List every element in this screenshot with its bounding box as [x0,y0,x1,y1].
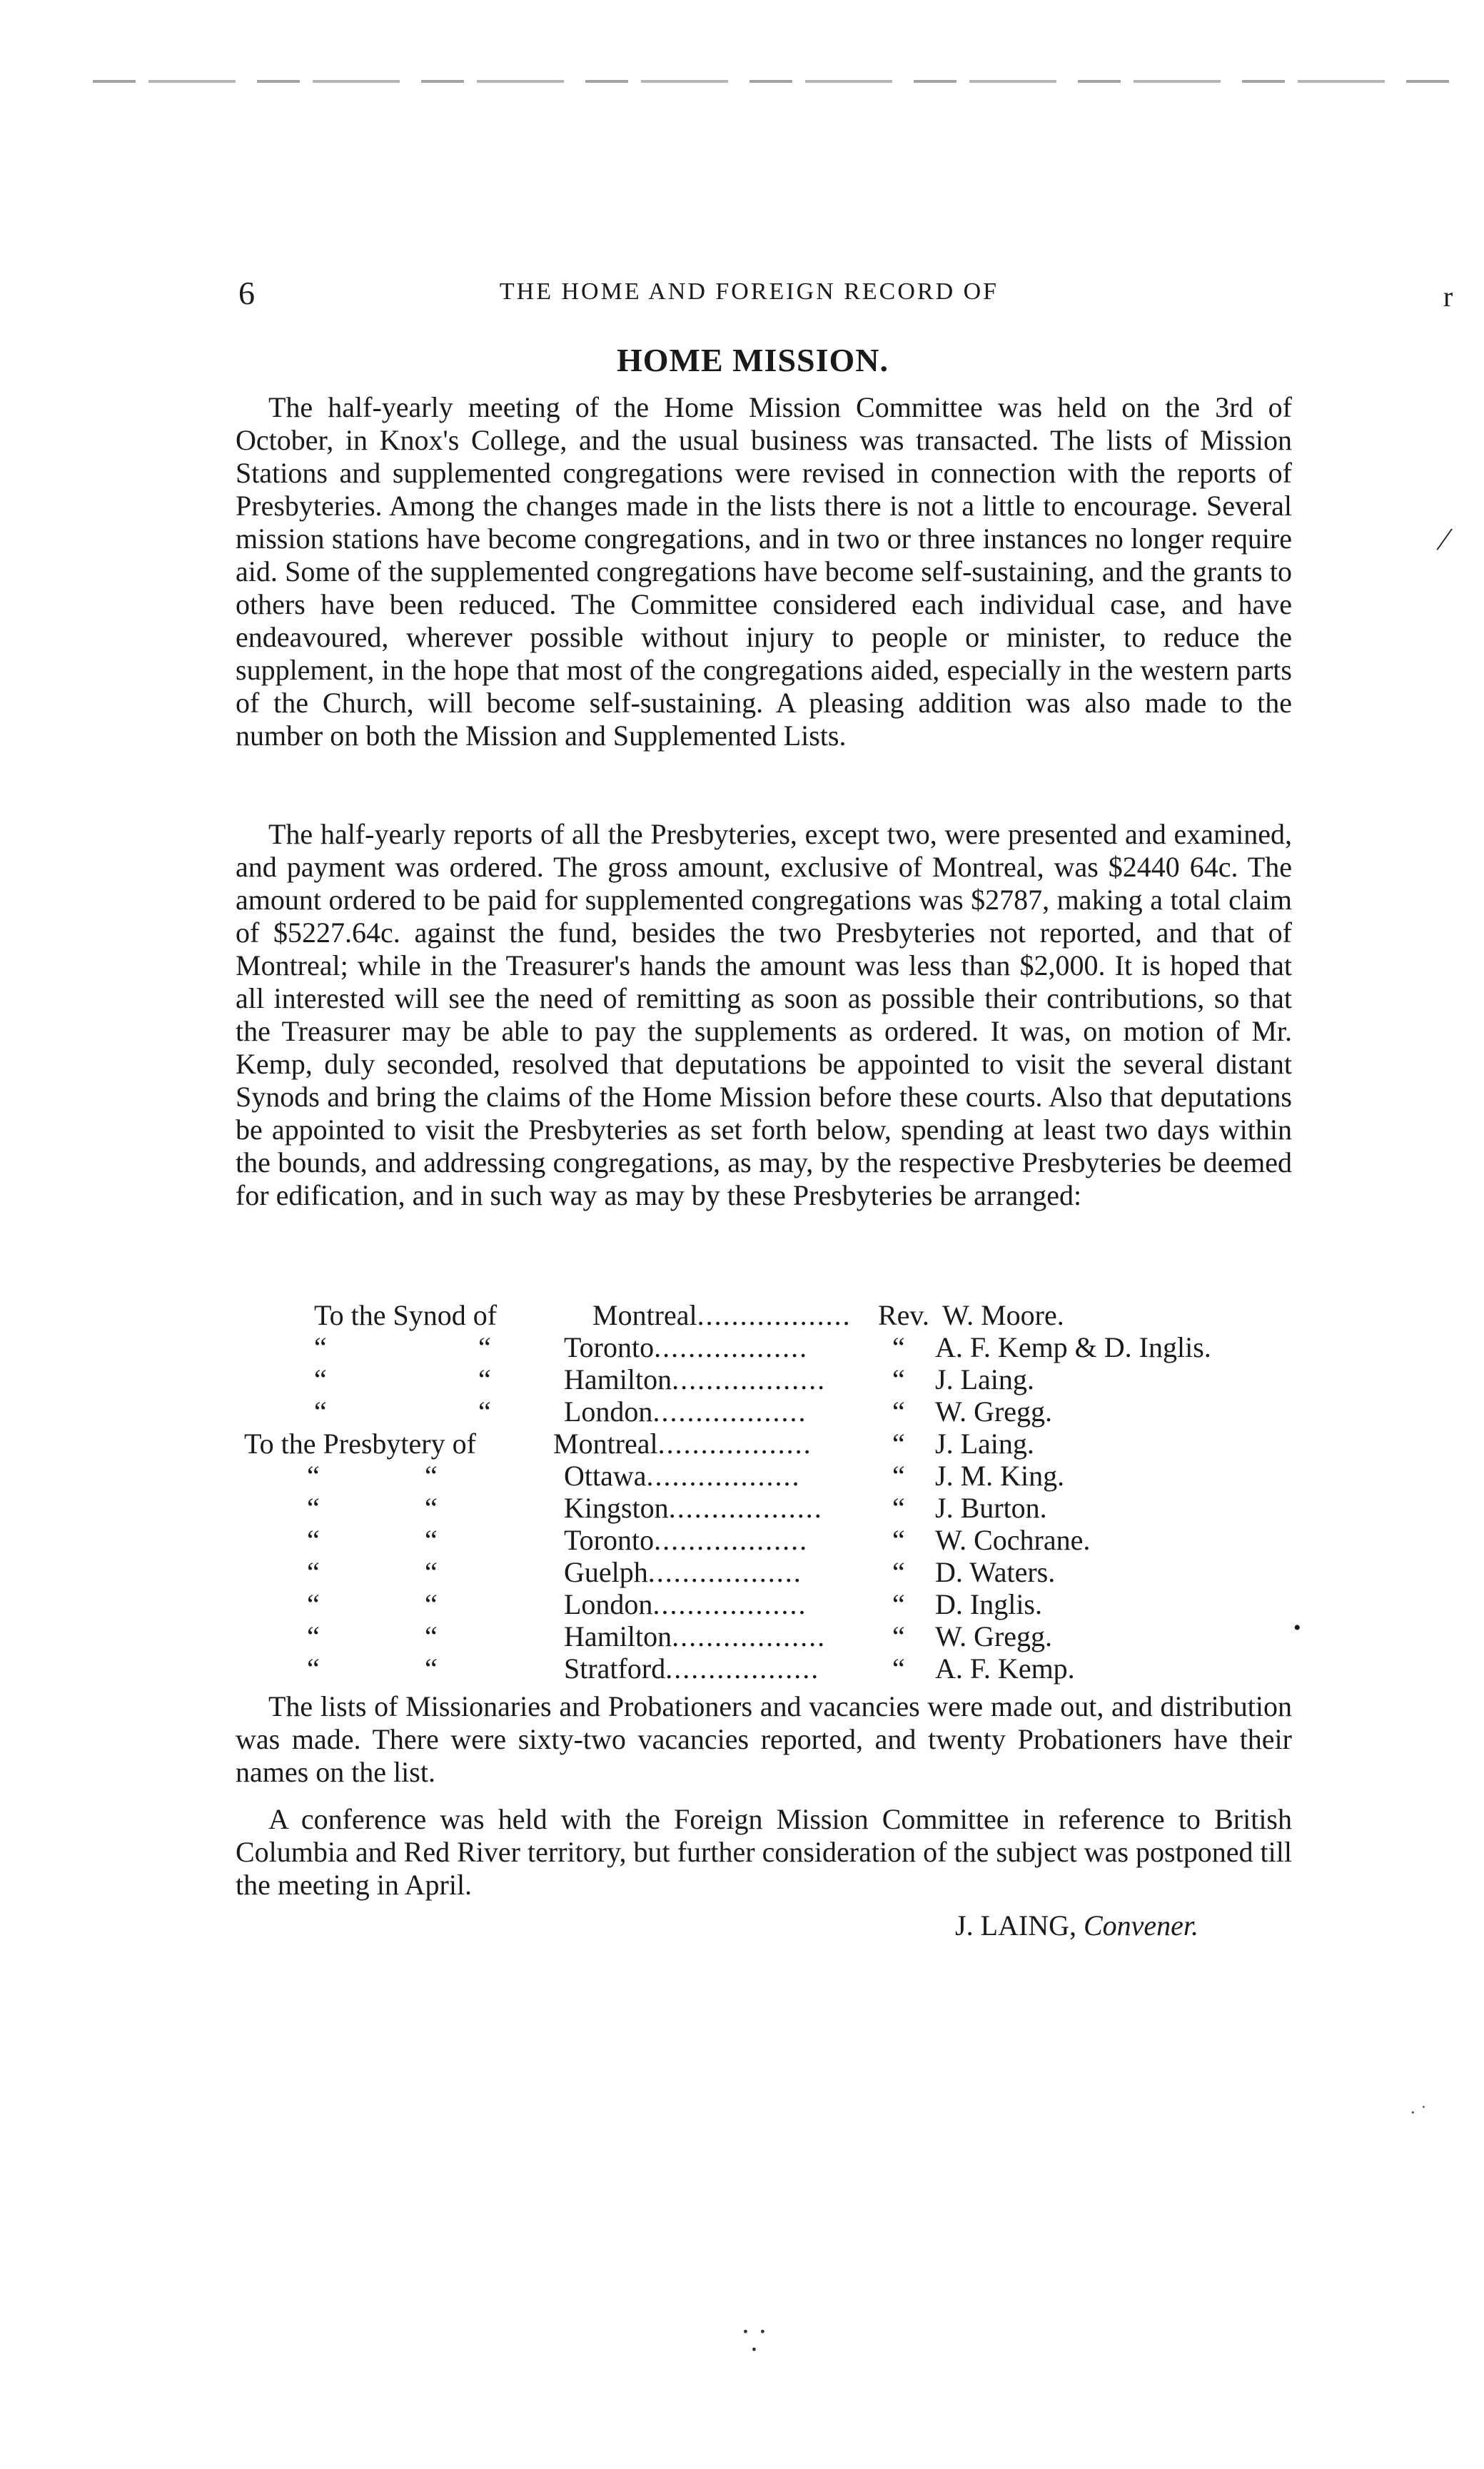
place-cell: Montreal.................. [553,1428,812,1460]
table-row [236,1363,1306,1395]
place-cell: Kingston.................. [564,1492,823,1524]
ditto-mark: “ [892,1620,905,1652]
ditto-mark: “ [314,1395,327,1428]
paragraph-4 [236,1803,1292,1902]
ditto-mark: “ [892,1492,905,1524]
table-row [236,1620,1306,1652]
synod-heading: To the Synod of [314,1299,498,1331]
name-cell: J. Laing. [935,1428,1034,1460]
place-cell: Ottawa.................. [564,1460,801,1492]
table-row [236,1524,1306,1556]
paragraph-2 [236,818,1292,1212]
signature-name: J. LAING, [955,1909,1076,1942]
paragraph-text: The half-yearly meeting of the Home Mission Committee was held on the 3rd of October, in Knox's College, and the usual business was transacted. The lists of Mission Stations and supplemented congregations were revised in connection with the reports of Presbyteries. Among the changes made in the lists there is not a little to encourage. Several mission stations have become congregations, and in two or three instances no longer require aid. Some of the supplemented congregations have become self-sustaining, and the grants to others have been reduced. The Committee considered each individual case, and have endeavoured, wherever possible without injury to people or minister, to reduce the supplement, in the hope that most of the congregations aided, especially in the western parts of the Church, will become self-sustaining. A pleasing addition was also made to the number on both the Mission and Supplemented Lists. [236,391,1292,752]
ditto-mark: “ [425,1524,438,1556]
paragraph-text: The half-yearly reports of all the Presbyteries, except two, were presented and examined, and payment was ordered. The gross amount, exclusive of Montreal, was $2440 64c. The amount ordered to be paid for supplemented congregations was $2787, making a total claim of $5227.64c. against the fund, besides the two Presbyteries not reported, and that of Montreal; while in the Treasurer's hands the amount was less than $2,000. It is hoped that all interested will see the need of remitting as soon as possible their contributions, so that the Treasurer may be able to pay the supplements as ordered. It was, on motion of Mr. Kemp, duly seconded, resolved that deputations be appointed to visit the several distant Synods and bring the claims of the Home Mission before these courts. Also that deputations be appointed to visit the Presbyteries as set forth below, spending at least two days within the bounds, and addressing congregations, as may, by the respective Presbyteries be deemed for edification, and in such way as may by these Presbyteries be arranged: [236,818,1292,1211]
paragraph-text: The lists of Missionaries and Probationers and vacancies were made out, and distribution was made. There were sixty-two vacancies reported, and twenty Probationers have their names on the list. [236,1690,1292,1788]
paragraph-text: A conference was held with the Foreign Mission Committee in reference to British Columbia and Red River territory, but further consideration of the subject was postponed till the meeting in April. [236,1803,1292,1901]
ditto-mark: “ [892,1460,905,1492]
section-title: HOME MISSION. [616,342,889,378]
table-row [236,1331,1306,1363]
name-cell: A. F. Kemp & D. Inglis. [935,1331,1211,1363]
table-row [236,1492,1306,1524]
table-row [236,1588,1306,1620]
ditto-mark: “ [478,1331,491,1363]
signature-role: Convener. [1083,1909,1199,1942]
ditto-mark: “ [425,1652,438,1685]
name-cell: D. Waters. [935,1556,1056,1588]
ditto-mark: “ [892,1363,905,1395]
place-cell: Stratford.................. [564,1652,820,1685]
name-cell: J. Burton. [935,1492,1047,1524]
ditto-mark: “ [307,1588,320,1620]
ditto-mark: “ [425,1620,438,1652]
page-number: 6 [238,275,255,311]
ditto-mark: “ [892,1395,905,1428]
running-head: THE HOME AND FOREIGN RECORD OF [499,278,999,305]
ditto-mark: “ [425,1588,438,1620]
name-cell: D. Inglis. [935,1588,1042,1620]
table-row [236,1428,1306,1460]
ditto-mark: “ [307,1524,320,1556]
place-cell: London.................. [564,1588,807,1620]
paragraph-1 [236,391,1292,752]
ditto-mark: “ [892,1588,905,1620]
name-cell: W. Gregg. [935,1620,1053,1652]
scan-specks: · ˙ [1410,2102,1427,2123]
corner-mark: r [1443,281,1453,313]
rev-label: Rev. [878,1299,929,1331]
ditto-mark: “ [892,1556,905,1588]
ditto-mark: “ [478,1395,491,1428]
name-cell: W. Cochrane. [935,1524,1091,1556]
place-cell: Toronto.................. [564,1524,809,1556]
ditto-mark: “ [892,1331,905,1363]
table-row [236,1652,1306,1685]
ditto-mark: “ [425,1556,438,1588]
name-cell: J. Laing. [935,1363,1034,1395]
ditto-mark: “ [892,1428,905,1460]
name-cell: W. Moore. [942,1299,1064,1331]
ditto-mark: “ [425,1460,438,1492]
scan-artifact-line [93,80,1449,83]
place-cell: Guelph.................. [564,1556,802,1588]
ditto-mark: “ [314,1363,327,1395]
ditto-mark: “ [307,1620,320,1652]
scan-smudge: ⸪ [742,2325,766,2357]
deputation-table [236,1299,1306,1685]
stray-dot: • [1293,1616,1301,1640]
ditto-mark: “ [425,1492,438,1524]
ditto-mark: “ [892,1652,905,1685]
name-cell: J. M. King. [935,1460,1065,1492]
ditto-mark: “ [307,1556,320,1588]
presbytery-heading: To the Presbytery of [244,1428,476,1460]
name-cell: W. Gregg. [935,1395,1053,1428]
ditto-mark: “ [314,1331,327,1363]
table-row [236,1299,1306,1331]
margin-mark: ⁄ [1442,522,1448,557]
place-cell: Toronto.................. [564,1331,809,1363]
table-row [236,1556,1306,1588]
signature [955,1909,1198,1942]
table-row [236,1395,1306,1428]
place-cell: London.................. [564,1395,807,1428]
place-cell: Hamilton.................. [564,1363,827,1395]
place-cell: Hamilton.................. [564,1620,827,1652]
name-cell: A. F. Kemp. [935,1652,1075,1685]
ditto-mark: “ [307,1652,320,1685]
paragraph-3 [236,1690,1292,1789]
ditto-mark: “ [478,1363,491,1395]
ditto-mark: “ [307,1460,320,1492]
table-row [236,1460,1306,1492]
ditto-mark: “ [307,1492,320,1524]
place-cell: Montreal.................. [592,1299,852,1331]
ditto-mark: “ [892,1524,905,1556]
